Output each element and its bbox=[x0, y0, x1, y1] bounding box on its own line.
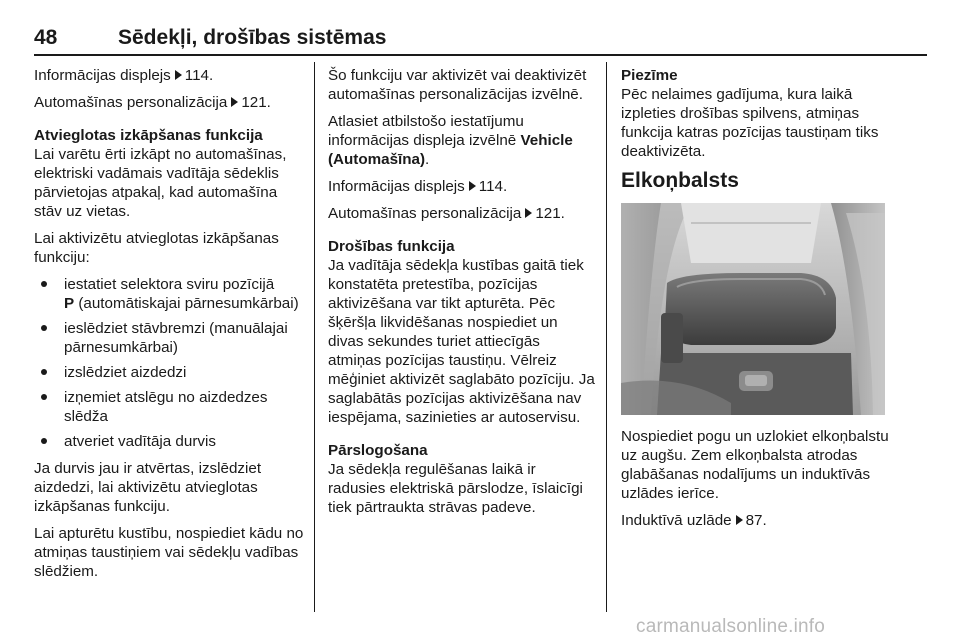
list-item: atveriet vadītāja durvis bbox=[34, 432, 306, 451]
header-rule bbox=[34, 54, 927, 56]
menu-name: Vehicle (Automašīna) bbox=[328, 132, 573, 168]
column-divider-2 bbox=[606, 62, 607, 612]
list-item: izņemiet atslēgu no aizdedzes slēdža bbox=[34, 388, 306, 426]
page-ref-arrow-icon bbox=[175, 70, 182, 80]
page-header bbox=[0, 0, 960, 56]
paragraph: Nospiediet pogu un uzlokiet elkoņbalstu uz augšu. Zem elkoņbalsta atrodas glabāšanas nodalījums un induktīvās uzlādes ierīce. bbox=[621, 428, 889, 502]
paragraph: Ja durvis jau ir atvērtas, izslēdziet aizdedzi, lai aktivizētu atvieglotas izkāpšanas funkciju. bbox=[34, 460, 262, 515]
paragraph: Atlasiet atbilstošo iestatījumu informācijas displeja izvēlnē Vehicle (Automašīna). bbox=[328, 113, 573, 168]
page-ref-link[interactable]: 114. bbox=[184, 67, 214, 84]
watermark: carmanualsonline.info bbox=[636, 616, 826, 637]
note-heading: Piezīme bbox=[621, 67, 678, 84]
page-ref-link[interactable]: 121. bbox=[241, 94, 271, 111]
page-ref-link[interactable]: 114. bbox=[478, 178, 508, 195]
paragraph: Lai varētu ērti izkāpt no automašīnas, elektriski vadāmais vadītāja sēdeklis pārvietojas atpakaļ, kad automašīna stāv uz vietas. bbox=[34, 146, 287, 220]
column-2 bbox=[328, 66, 596, 525]
bullet-list bbox=[34, 275, 306, 451]
column-3 bbox=[621, 66, 889, 538]
section-heading: Drošības funkcija bbox=[328, 238, 455, 255]
cross-reference: Automašīnas personalizācija 121. bbox=[328, 205, 565, 222]
column-divider-1 bbox=[314, 62, 315, 612]
paragraph: Ja sēdekļa regulēšanas laikā ir radusies elektriskā pārslodze, īslaicīgi tiek pārtraukta strāvas padeve. bbox=[328, 461, 583, 516]
bullet-icon bbox=[41, 369, 47, 375]
cross-reference: Informācijas displejs 114. bbox=[34, 67, 214, 84]
list-item: ieslēdziet stāvbremzi (manuālajai pārnesumkārbai) bbox=[34, 319, 306, 357]
page-ref-link[interactable]: 121. bbox=[535, 205, 565, 222]
cross-reference: Automašīnas personalizācija 121. bbox=[34, 94, 271, 111]
paragraph: Lai aktivizētu atvieglotas izkāpšanas funkciju: bbox=[34, 230, 279, 266]
cross-reference: Informācijas displejs 114. bbox=[328, 178, 508, 195]
bullet-icon bbox=[41, 281, 47, 287]
list-item: iestatiet selektora sviru pozīcijā P (automātiskajai pārnesumkārbai) bbox=[34, 275, 306, 313]
bullet-icon bbox=[41, 394, 47, 400]
list-item: izslēdziet aizdedzi bbox=[34, 363, 306, 382]
section-heading: Pārslogošana bbox=[328, 442, 428, 459]
column-1 bbox=[34, 66, 306, 589]
note-text: Pēc nelaimes gadījuma, kura laikā izpleties drošības spilvens, atmiņas funkcija katras pozīcijas taustiņam tiks deaktivizēta. bbox=[621, 86, 879, 160]
page-title: Sēdekļi, drošības sistēmas bbox=[118, 26, 387, 49]
paragraph: Šo funkciju var aktivizēt vai deaktivizēt automašīnas personalizācijas izvēlnē. bbox=[328, 67, 587, 103]
page-ref-arrow-icon bbox=[525, 208, 532, 218]
section-title: Elkoņbalsts bbox=[621, 169, 739, 192]
page-ref-arrow-icon bbox=[736, 515, 743, 525]
section-heading: Atvieglotas izkāpšanas funkcija bbox=[34, 127, 263, 144]
page-number: 48 bbox=[34, 26, 58, 49]
bullet-icon bbox=[41, 438, 47, 444]
cross-reference: Induktīvā uzlāde 87. bbox=[621, 512, 767, 529]
paragraph: Ja vadītāja sēdekļa kustības gaitā tiek konstatēta pretestība, pozīcijas aktivizēšana var tikt apturēta. Pēc šķēršļa likvidēšanas nospiediet un divas sekundes turiet attiecīgās atmiņas pozīcijas taustiņu. Vēlreiz mēģiniet aktivizēt saglabāto pozīciju. Ja saglabātās pozīcijas aktivizēšana nav iespējama, sazinieties ar autoservisu. bbox=[328, 257, 595, 426]
page-ref-arrow-icon bbox=[231, 97, 238, 107]
armrest-photo bbox=[621, 203, 885, 415]
paragraph: Lai apturētu kustību, nospiediet kādu no atmiņas taustiņiem vai sēdekļu vadības slēdžiem. bbox=[34, 525, 304, 580]
page-ref-link[interactable]: 87. bbox=[745, 512, 767, 529]
page-ref-arrow-icon bbox=[469, 181, 476, 191]
bullet-icon bbox=[41, 325, 47, 331]
